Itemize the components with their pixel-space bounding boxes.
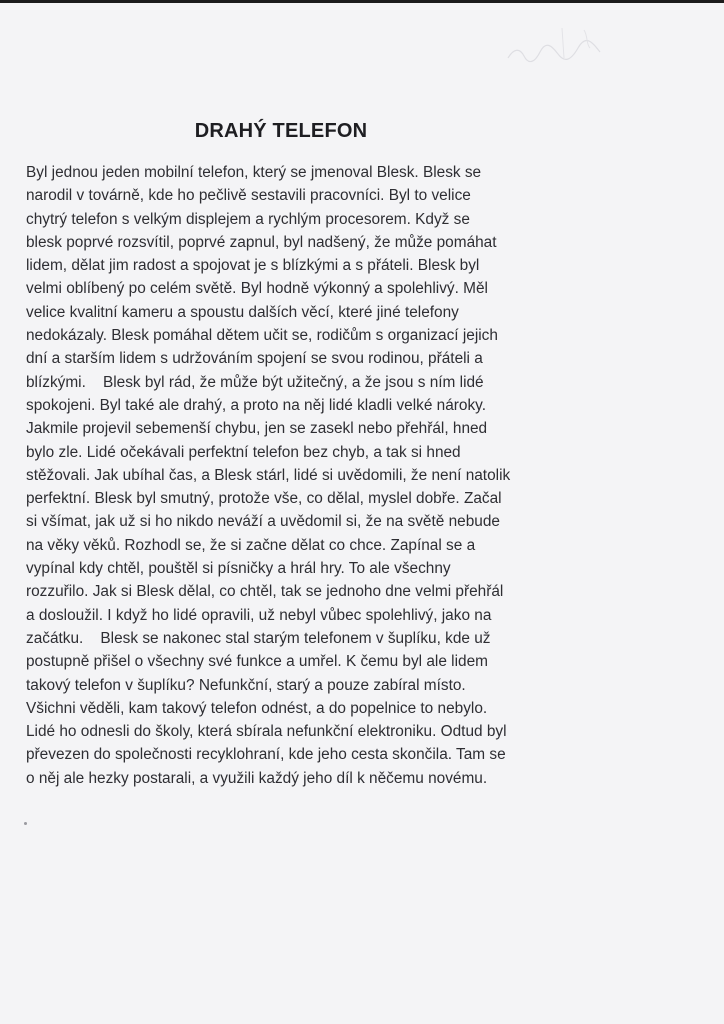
- text-line: si všímat, jak už si ho nikdo neváží a uvědomil si, že na světě nebude: [26, 513, 500, 531]
- text-line: Jakmile projevil sebemenší chybu, jen se zasekl nebo přehřál, hned: [26, 420, 488, 438]
- text-line: velice kvalitní kameru a spoustu dalších věcí, které jiné telefony: [26, 303, 459, 321]
- document-title: DRAHÝ TELEFON: [194, 120, 368, 142]
- text-line: chytrý telefon s velkým displejem a rychlým procesorem. Když se: [26, 210, 470, 228]
- text-line: vypínal kdy chtěl, pouštěl si písničky a hrál hry. To ale všechny: [26, 560, 451, 578]
- text-line: velmi oblíbený po celém světě. Byl hodně výkonný a spolehlivý. Měl: [26, 280, 488, 298]
- story-body: [26, 161, 536, 790]
- text-line: převezen do společnosti recyklohraní, kde jeho cesta skončila. Tam se: [26, 746, 506, 764]
- text-line: spokojeni. Byl také ale drahý, a proto na něj lidé kladli velké nároky.: [26, 396, 486, 414]
- text-line: nedokázaly. Blesk pomáhal dětem učit se, rodičům s organizací jejich: [26, 327, 498, 345]
- text-line: bylo zle. Lidé očekávali perfektní telefon bez chyb, a tak si hned: [26, 443, 461, 461]
- text-line: začátku. Blesk se nakonec stal starým telefonem v šuplíku, kde už: [26, 629, 491, 647]
- scan-top-edge: [0, 0, 724, 3]
- text-line: lidem, dělat jim radost a spojovat je s blízkými a s přáteli. Blesk byl: [26, 257, 480, 275]
- text-line: a dosloužil. I když ho lidé opravili, už nebyl vůbec spolehlivý, jako na: [26, 606, 492, 624]
- text-line: stěžovali. Jak ubíhal čas, a Blesk stárl, lidé si uvědomili, že není natolik: [26, 466, 511, 484]
- text-line: rozzuřilo. Jak si Blesk dělal, co chtěl, tak se jednoho dne velmi přehřál: [26, 583, 504, 601]
- text-line: Byl jednou jeden mobilní telefon, který se jmenoval Blesk. Blesk se: [26, 164, 482, 181]
- scan-speck: [24, 822, 27, 825]
- faint-handwriting-mark: [500, 18, 610, 78]
- text-line: narodil v továrně, kde ho pečlivě sestavili pracovníci. Byl to velice: [26, 187, 471, 205]
- text-line: na věky věků. Rozhodl se, že si začne dělat co chce. Zapínal se a: [26, 536, 476, 554]
- text-line: takový telefon v šuplíku? Nefunkční, starý a pouze zabíral místo.: [26, 676, 466, 694]
- text-line: blesk poprvé rozsvítil, poprvé zapnul, byl nadšený, že může pomáhat: [26, 233, 497, 251]
- text-line: blízkými. Blesk byl rád, že může být užitečný, a že jsou s ním lidé: [26, 373, 484, 391]
- text-line: o něj ale hezky postarali, a využili každý jeho díl k něčemu novému.: [26, 769, 488, 787]
- text-line: postupně přišel o všechny své funkce a umřel. K čemu byl ale lidem: [26, 653, 488, 671]
- text-line: Lidé ho odnesli do školy, která sbírala nefunkční elektroniku. Odtud byl: [26, 723, 507, 741]
- text-line: dní a starším lidem s udržováním spojení se svou rodinou, přáteli a: [26, 350, 483, 368]
- text-line: perfektní. Blesk byl smutný, protože vše, co dělal, myslel dobře. Začal: [26, 490, 502, 508]
- text-line: Všichni věděli, kam takový telefon odnést, a do popelnice to nebylo.: [26, 699, 488, 717]
